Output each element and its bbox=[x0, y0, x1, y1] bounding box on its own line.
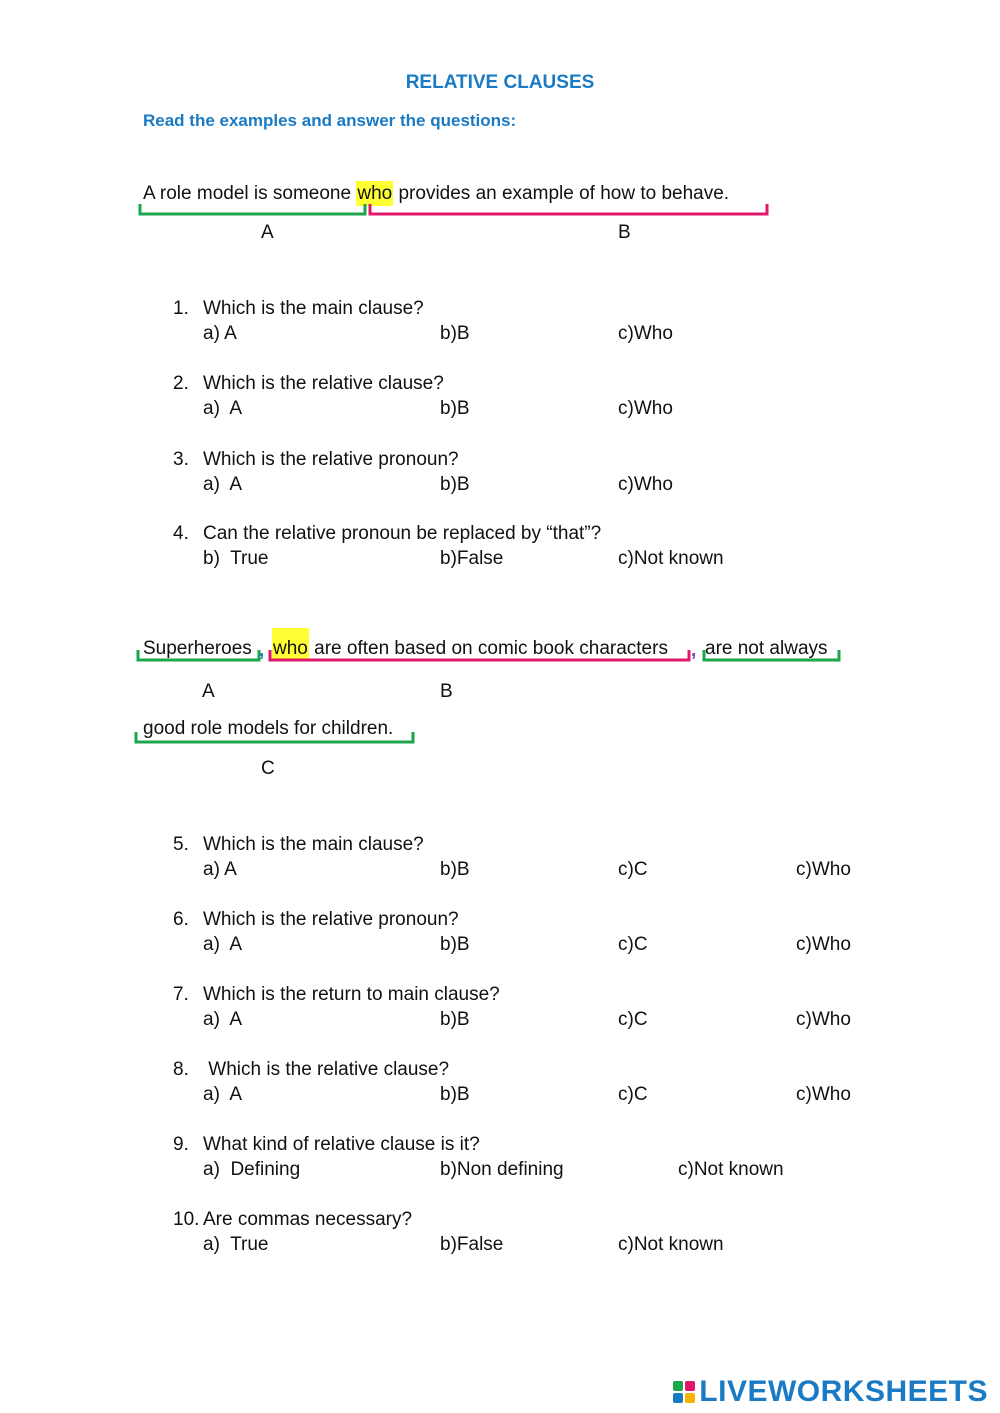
sentence2-part-c1: are not always bbox=[705, 638, 828, 659]
sentence1-label-b: B bbox=[618, 222, 631, 243]
answer-option[interactable]: c)C bbox=[618, 934, 648, 955]
answer-option[interactable]: a) A bbox=[203, 323, 237, 344]
bracket-b-2 bbox=[270, 650, 689, 660]
bracket-a-1 bbox=[140, 204, 365, 214]
liveworksheets-logo bbox=[673, 1375, 988, 1409]
answer-option[interactable]: c)C bbox=[618, 1084, 648, 1105]
answer-option[interactable]: c)Who bbox=[618, 398, 673, 419]
bracket-b-1 bbox=[370, 204, 767, 214]
question-number: 10. bbox=[173, 1209, 200, 1230]
sentence1-brackets bbox=[0, 0, 1000, 260]
answer-option[interactable]: b)B bbox=[440, 859, 470, 880]
question-text: Which is the return to main clause? bbox=[203, 984, 500, 1005]
question-text: Are commas necessary? bbox=[203, 1209, 413, 1230]
sentence1-part-a: A role model is someone bbox=[143, 183, 357, 204]
answer-option[interactable]: a) A bbox=[203, 474, 243, 495]
sentence2-comma-1: , bbox=[259, 640, 265, 661]
answer-option[interactable]: c)Who bbox=[796, 1009, 851, 1030]
answer-option[interactable]: c)Who bbox=[618, 474, 673, 495]
question-number: 1. bbox=[173, 298, 189, 319]
answer-option[interactable]: c)Not known bbox=[618, 548, 724, 569]
question-number: 9. bbox=[173, 1134, 189, 1155]
liveworksheets-logo-icon bbox=[673, 1381, 695, 1403]
answer-option[interactable]: a) A bbox=[203, 1084, 243, 1105]
question-number: 6. bbox=[173, 909, 189, 930]
answer-option[interactable]: b)B bbox=[440, 474, 470, 495]
question-number: 8. bbox=[173, 1059, 189, 1080]
answer-option[interactable]: c)C bbox=[618, 859, 648, 880]
answer-option[interactable]: b)Non defining bbox=[440, 1159, 564, 1180]
page-title: RELATIVE CLAUSES bbox=[405, 72, 595, 93]
answer-option[interactable]: a) Defining bbox=[203, 1159, 301, 1180]
question-number: 7. bbox=[173, 984, 189, 1005]
answer-option[interactable]: a) A bbox=[203, 934, 243, 955]
answer-option[interactable]: b)B bbox=[440, 1084, 470, 1105]
instruction: Read the examples and answer the questions: bbox=[143, 111, 517, 130]
answer-option[interactable]: b)False bbox=[440, 1234, 504, 1255]
sentence2-part-b: are often based on comic book characters bbox=[308, 638, 668, 659]
question-text: Which is the relative clause? bbox=[203, 1059, 450, 1080]
answer-option[interactable]: c)Not known bbox=[678, 1159, 784, 1180]
answer-option[interactable]: b)B bbox=[440, 1009, 470, 1030]
question-text: Which is the relative pronoun? bbox=[203, 449, 459, 470]
question-text: What kind of relative clause is it? bbox=[203, 1134, 480, 1155]
sentence2-label-b: B bbox=[440, 681, 453, 702]
question-number: 3. bbox=[173, 449, 189, 470]
sentence2-comma-2: , bbox=[691, 640, 697, 661]
answer-option[interactable]: c)Who bbox=[618, 323, 673, 344]
sentence2-part-c2: good role models for children. bbox=[143, 718, 394, 739]
answer-option[interactable]: a) True bbox=[203, 1234, 269, 1255]
sentence1-part-b: provides an example of how to behave. bbox=[393, 183, 730, 204]
question-text: Which is the relative clause? bbox=[203, 373, 444, 394]
sentence2-label-a: A bbox=[202, 681, 215, 702]
answer-option[interactable]: c)Who bbox=[796, 934, 851, 955]
sentence2-brackets bbox=[0, 600, 1000, 760]
bracket-c2-2 bbox=[136, 732, 413, 742]
answer-option[interactable]: c)Who bbox=[796, 1084, 851, 1105]
sentence2-label-c: C bbox=[261, 758, 275, 779]
sentence1-pronoun: who bbox=[357, 183, 393, 204]
question-text: Can the relative pronoun be replaced by “that”? bbox=[203, 523, 602, 544]
answer-option[interactable]: a) A bbox=[203, 398, 243, 419]
question-text: Which is the main clause? bbox=[203, 834, 424, 855]
answer-option[interactable]: b) True bbox=[203, 548, 269, 569]
logo-text: LIVEWORKSHEETS bbox=[699, 1375, 988, 1408]
answer-option[interactable]: b)B bbox=[440, 398, 470, 419]
answer-option[interactable]: b)False bbox=[440, 548, 504, 569]
bracket-a-2 bbox=[138, 650, 259, 660]
answer-option[interactable]: c)Who bbox=[796, 859, 851, 880]
answer-option[interactable]: b)B bbox=[440, 323, 470, 344]
sentence2-pronoun: who bbox=[272, 628, 309, 661]
question-number: 2. bbox=[173, 373, 189, 394]
question-text: Which is the main clause? bbox=[203, 298, 424, 319]
bracket-c1-2 bbox=[704, 650, 839, 660]
sentence1-label-a: A bbox=[261, 222, 274, 243]
answer-option[interactable]: c)C bbox=[618, 1009, 648, 1030]
answer-option[interactable]: c)Not known bbox=[618, 1234, 724, 1255]
question-number: 4. bbox=[173, 523, 189, 544]
question-text: Which is the relative pronoun? bbox=[203, 909, 459, 930]
answer-option[interactable]: a) A bbox=[203, 859, 237, 880]
question-number: 5. bbox=[173, 834, 189, 855]
answer-option[interactable]: b)B bbox=[440, 934, 470, 955]
answer-option[interactable]: a) A bbox=[203, 1009, 243, 1030]
sentence2-part-a: Superheroes bbox=[143, 638, 252, 659]
